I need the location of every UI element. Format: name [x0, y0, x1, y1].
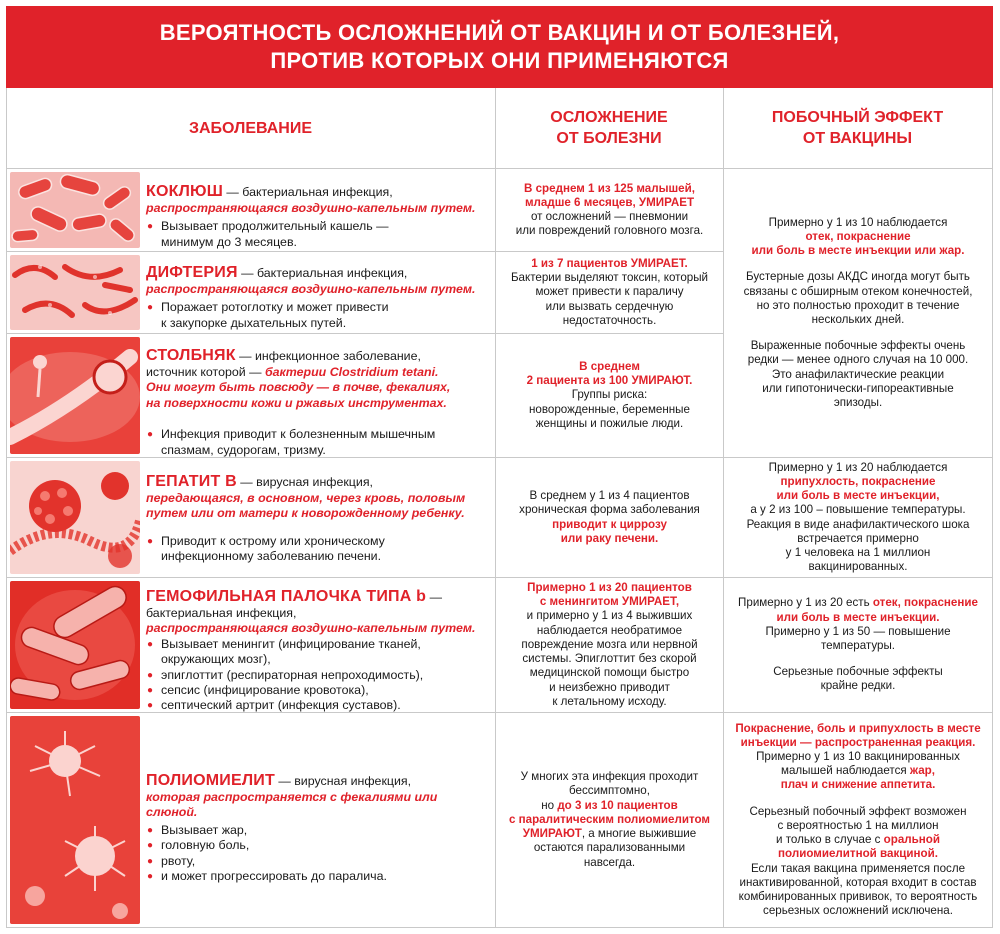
complication-text: но: [541, 798, 558, 812]
disease-diphtheria: [146, 263, 492, 331]
row-divider-2: [6, 333, 723, 334]
vaccine-polio: [728, 716, 988, 924]
vaccine-highlight: оральной полиомиелитной вакциной.: [778, 833, 940, 861]
complication-text: , а многие выжившие остаются парализованными навсегда.: [533, 827, 697, 869]
list-item: ● рвоту,: [146, 854, 492, 869]
complication-highlight: Примерно 1 из 20 пациентов с менингитом УМИРАЕТ,: [527, 581, 692, 609]
column-divider-1: [495, 88, 496, 928]
vaccine-text: Примерно у 1 из 10 наблюдается: [768, 215, 948, 229]
disease-name: ГЕМОФИЛЬНАЯ ПАЛОЧКА ТИПА b: [146, 588, 427, 605]
row-divider-4: [6, 577, 993, 578]
disease-spread: передающаяся, в основном, через кровь, половым путем или от матери к новорожденному ребенку.: [146, 491, 466, 521]
bacteria-diphtheria-image: [10, 255, 140, 330]
vaccine-highlight: отек, покраснение или боль в месте инъекции или жар.: [751, 229, 965, 258]
list-item: ● Приводит к острому или хроническому инфекционному заболеванию печени.: [146, 534, 492, 565]
vaccine-text: Серьезные побочные эффекты крайне редки.: [773, 665, 943, 693]
disease-tetanus: [146, 346, 492, 458]
header-vaccine: [723, 88, 992, 168]
disease-desc: — инфекционное заболевание,: [235, 349, 421, 363]
list-item: ● Вызывает продолжительный кашель — минимум до 3 месяцев.: [146, 219, 492, 250]
title-line-2: ПРОТИВ КОТОРЫХ ОНИ ПРИМЕНЯЮТСЯ: [270, 48, 729, 73]
disease-spread: распространяющаяся воздушно-капельным путем.: [146, 621, 476, 636]
disease-polio: [146, 771, 492, 884]
complication-text: Бактерии выделяют токсин, который может привести к параличу или вызвать сердечную недостаточность.: [510, 271, 709, 327]
vaccine-text: Примерно у 1 из 50 — повышение температуры.: [765, 624, 951, 652]
vaccine-hib: [728, 581, 988, 709]
symptom-list: [146, 219, 492, 250]
symptom-list: [146, 823, 492, 885]
header-complication-line2: ОТ БОЛЕЗНИ: [556, 130, 662, 147]
complication-highlight: В среднем 1 из 125 малышей, младше 6 месяцев, УМИРАЕТ: [524, 181, 695, 209]
column-divider-2: [723, 88, 724, 928]
bacteria-hib-image: [10, 581, 140, 709]
complication-highlight: 1 из 7 пациентов УМИРАЕТ.: [531, 256, 688, 270]
disease-name: ГЕПАТИТ В: [146, 473, 237, 490]
disease-desc: — вирусная инфекция,: [236, 475, 373, 489]
table-border-left: [6, 88, 7, 928]
header-disease: [6, 88, 495, 168]
vaccine-text: Бустерные дозы АКДС иногда могут быть связаны с обширным отеком конечностей, но это полностью проходит в течение нескольких дней.: [743, 270, 973, 326]
complication-text: от осложнений — пневмонии или повреждений головного мозга.: [515, 210, 704, 238]
disease-hib: [146, 587, 492, 714]
list-item: ● и может прогрессировать до паралича.: [146, 869, 492, 884]
row-divider-1: [6, 251, 723, 252]
disease-hepatitis-b: [146, 472, 492, 565]
vaccine-highlight: отек, покраснение или боль в месте инъекции.: [776, 596, 978, 624]
complication-hepatitis-b: [500, 461, 719, 574]
complication-highlight: до 3 из 10 пациентов с паралитическим полиомиелитом УМИРАЮТ: [508, 798, 711, 841]
disease-name: КОКЛЮШ: [146, 183, 223, 200]
list-item: ● головную боль,: [146, 838, 492, 853]
vaccine-text: Примерно у 1 из 10 вакцинированных малышей наблюдается: [756, 750, 960, 778]
list-item: ● септический артрит (инфекция суставов).: [146, 698, 492, 713]
bacteria-rods-image: [10, 172, 140, 248]
row-divider-header: [6, 168, 993, 169]
list-item: ● эпиглоттит (респираторная непроходимость),: [146, 668, 492, 683]
disease-name: ДИФТЕРИЯ: [146, 264, 238, 281]
vaccine-text: Примерно у 1 из 20 наблюдается: [768, 460, 948, 474]
list-item: ● Поражает ротоглотку и может привести к закупорке дыхательных путей.: [146, 300, 492, 331]
bacteria-tetanus-image: [10, 337, 140, 454]
vaccine-dtp: [728, 172, 988, 454]
comparison-table: [6, 88, 993, 928]
complication-tetanus: [500, 337, 719, 454]
virus-hepatitis-image: [10, 461, 140, 574]
disease-name: ПОЛИОМИЕЛИТ: [146, 772, 275, 789]
disease-spread: распространяющаяся воздушно-капельным путем.: [146, 282, 476, 296]
complication-text: и примерно у 1 из 4 выживших наблюдается необратимое повреждение мозга или нервной системы. Эпиглоттит без скорой медицинской помощи быстро и неизбежно приводит к летальному исходу.: [521, 609, 698, 708]
symptom-list: [146, 300, 492, 331]
complication-text: У многих эта инфекция проходит бессимптомно,: [520, 770, 699, 798]
vaccine-hepatitis-b: [728, 461, 988, 574]
list-item: ● Вызывает менингит (инфицирование тканей, окружающих мозг),: [146, 637, 492, 668]
vaccine-text: Серьезный побочный эффект возможен с вероятностью 1 на миллион и только в случае с: [749, 804, 967, 847]
title-banner: [6, 6, 993, 88]
header-disease-label: ЗАБОЛЕВАНИЕ: [188, 119, 313, 137]
vaccine-text: Выраженные побочные эффекты очень редки — менее одного случая на 10 000. Это анафилактические реакции или гипотонически-гипореактивные эпизоды.: [747, 339, 969, 410]
header-complication: [495, 88, 723, 168]
table-border-right: [992, 88, 993, 928]
vaccine-highlight: Покраснение, боль и припухлость в месте инъекции — распространенная реакция.: [735, 721, 981, 749]
disease-source: бактерии Clostridium tetani.: [264, 365, 439, 379]
vaccine-highlight: припухлость, покраснение или боль в месте инъекции,: [776, 474, 940, 503]
disease-name: СТОЛБНЯК: [146, 347, 236, 364]
disease-spread: Они могут быть повсюду — в почве, фекалиях, на поверхности кожи и ржавых инструментах.: [146, 380, 451, 410]
vaccine-text: Если такая вакцина применяется после инактивированной, которая входит в состав комбинированных прививок, то вероятность серьезных осложнений исключена.: [738, 861, 978, 918]
complication-highlight: приводит к циррозу или раку печени.: [552, 517, 667, 545]
complication-diphtheria: [500, 255, 719, 330]
symptom-list: [146, 534, 492, 565]
complication-text: В среднем у 1 из 4 пациентов хроническая форма заболевания: [519, 489, 700, 517]
header-complication-line1: ОСЛОЖНЕНИЕ: [550, 109, 668, 126]
disease-desc: — бактериальная инфекция,: [222, 185, 393, 199]
virus-polio-image: [10, 716, 140, 924]
vaccine-text: Примерно у 1 из 20 есть: [738, 596, 873, 610]
header-vaccine-line1: ПОБОЧНЫЙ ЭФФЕКТ: [771, 109, 944, 126]
disease-desc-2: источник которой —: [146, 365, 265, 379]
list-item: ● сепсис (инфицирование кровотока),: [146, 683, 492, 698]
vaccine-text: а у 2 из 100 – повышение температуры. Реакция в виде анафилактического шока встречается примерно у 1 человека на 1 миллион вакцинированных.: [746, 503, 970, 574]
complication-highlight: В среднем 2 пациента из 100 УМИРАЮТ.: [526, 359, 693, 388]
complication-hib: [500, 581, 719, 709]
disease-spread: которая распространяется с фекалиями или слюной.: [146, 790, 438, 820]
vaccine-highlight: жар, плач и снижение аппетита.: [780, 764, 936, 792]
title-line-1: ВЕРОЯТНОСТЬ ОСЛОЖНЕНИЙ ОТ ВАКЦИН И ОТ БОЛЕЗНЕЙ,: [159, 20, 840, 45]
complication-text: Группы риска: новорожденные, беременные женщины и пожилые люди.: [529, 388, 690, 430]
symptom-list: [146, 427, 492, 458]
disease-pertussis: [146, 182, 492, 250]
list-item: ● Инфекция приводит к болезненным мышечным спазмам, судорогам, тризму.: [146, 427, 492, 458]
disease-desc: — вирусная инфекция,: [274, 774, 412, 788]
symptom-list: [146, 637, 492, 714]
complication-polio: [500, 716, 719, 924]
disease-spread: распространяющаяся воздушно-капельным путем.: [146, 201, 476, 215]
disease-desc: — бактериальная инфекция,: [146, 590, 442, 620]
complication-pertussis: [500, 172, 719, 248]
list-item: ● Вызывает жар,: [146, 823, 492, 838]
header-vaccine-line2: ОТ ВАКЦИНЫ: [802, 130, 913, 147]
disease-desc: — бактериальная инфекция,: [237, 266, 408, 280]
table-border-bottom: [6, 927, 993, 928]
